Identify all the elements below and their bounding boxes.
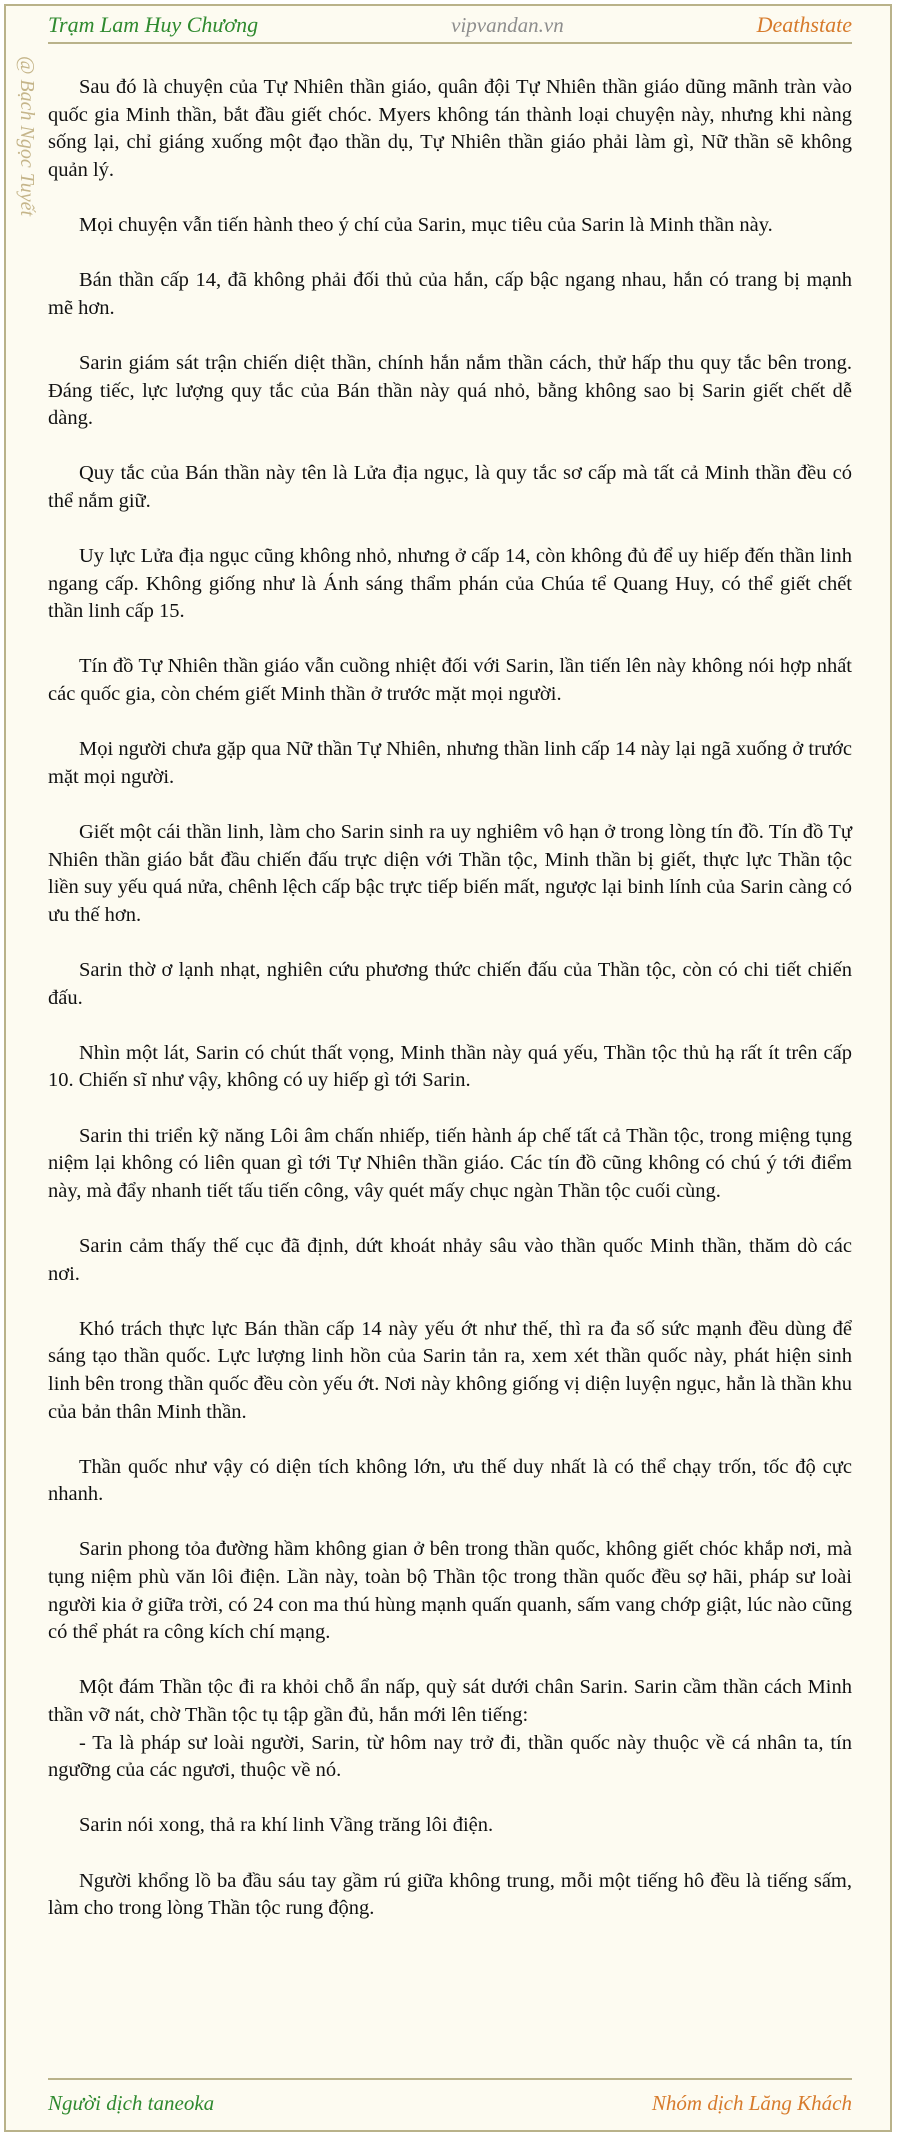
paragraph: Người khổng lồ ba đầu sáu tay gầm rú giữa không trung, mỗi một tiếng hô đều là tiếng sấm, làm cho trong lòng Thần tộc rung động.: [48, 1869, 852, 1920]
paragraph: Sarin cảm thấy thế cục đã định, dứt khoát nhảy sâu vào thần quốc Minh thần, thăm dò các nơi.: [48, 1234, 852, 1285]
header-divider: [48, 42, 852, 44]
watermark: @ Bạch Ngọc Tuyết: [16, 56, 38, 217]
paragraph: Quy tắc của Bán thần này tên là Lửa địa ngục, là quy tắc sơ cấp mà tất cả Minh thần đều có thể nắm giữ.: [48, 462, 852, 512]
paragraph: Mọi người chưa gặp qua Nữ thần Tự Nhiên, nhưng thần linh cấp 14 này lại ngã xuống ở trước mặt mọi người.: [48, 738, 852, 788]
page-header: [48, 8, 852, 42]
paragraph: Sau đó là chuyện của Tự Nhiên thần giáo, quân đội Tự Nhiên thần giáo dũng mãnh tràn vào quốc gia Minh thần, bắt đầu giết chóc. Myers không tán thành loại chuyện này, nhưng khi nàng sống lại, chỉ giáng xuống một đạo thần dụ, Tự Nhiên thần giáo phải làm gì, Nữ thần sẽ không quản lý.: [48, 76, 852, 181]
paragraph: Uy lực Lửa địa ngục cũng không nhỏ, nhưng ở cấp 14, còn không đủ để uy hiếp đến thần linh ngang cấp. Không giống như là Ánh sáng thẩm phán của Chúa tể Quang Huy, có thể giết chết thần linh cấp 15.: [48, 545, 852, 623]
dialogue-line: - Ta là pháp sư loài người, Sarin, từ hôm nay trở đi, thần quốc này thuộc về cá nhân ta, tín ngưỡng của các ngươi, thuộc về nó.: [48, 1731, 852, 1782]
group-credit: Nhóm dịch Lăng Khách: [651, 2090, 852, 2115]
paragraph: Sarin thờ ơ lạnh nhạt, nghiên cứu phương thức chiến đấu của Thần tộc, còn có chi tiết chiến đấu.: [48, 959, 852, 1009]
site-name: vipvandan.vn: [451, 12, 564, 37]
paragraph: Nhìn một lát, Sarin có chút thất vọng, Minh thần này quá yếu, Thần tộc thủ hạ rất ít trên cấp 10. Chiến sĩ như vậy, không có uy hiếp gì tới Sarin.: [48, 1041, 852, 1092]
paragraph: Sarin nói xong, thả ra khí linh Vầng trăng lôi điện.: [79, 1814, 494, 1837]
book-title: Trạm Lam Huy Chương: [48, 12, 259, 37]
paragraph: Sarin thi triển kỹ năng Lôi âm chấn nhiếp, tiến hành áp chế tất cả Thần tộc, trong miệng tụng niệm lại không có liên quan gì tới Tự Nhiên thần giáo. Các tín đồ cũng không có chú ý tới điểm này, mà đẩy nhanh tiết tấu tiến công, vây quét mấy chục ngàn Thần tộc cuối cùng.: [48, 1124, 852, 1202]
translator-credit: Người dịch taneoka: [48, 2090, 215, 2115]
paragraph: Mọi chuyện vẫn tiến hành theo ý chí của Sarin, mục tiêu của Sarin là Minh thần này.: [79, 213, 773, 236]
paragraph: Một đám Thần tộc đi ra khỏi chỗ ẩn nấp, quỳ sát dưới chân Sarin. Sarin cầm thần cách Minh thần vỡ nát, chờ Thần tộc tụ tập gần đủ, hắn mới lên tiếng:: [48, 1676, 852, 1727]
paragraph: Giết một cái thần linh, làm cho Sarin sinh ra uy nghiêm vô hạn ở trong lòng tín đồ. Tín đồ Tự Nhiên thần giáo bắt đầu chiến đấu trực diện với Thần tộc, Minh thần bị giết, thực lực Thần tộc liền suy yếu quá nửa, chênh lệch cấp bậc trực tiếp biến mất, ngược lại binh lính của Sarin càng có ưu thế hơn.: [48, 821, 852, 926]
paragraph: Thần quốc như vậy có diện tích không lớn, ưu thế duy nhất là có thể chạy trốn, tốc độ cực nhanh.: [48, 1455, 852, 1506]
author-name: Deathstate: [756, 12, 852, 37]
paragraph: Bán thần cấp 14, đã không phải đối thủ của hắn, cấp bậc ngang nhau, hắn có trang bị mạnh mẽ hơn.: [48, 269, 852, 319]
chapter-text: [48, 74, 852, 1950]
paragraph: Sarin phong tỏa đường hầm không gian ở bên trong thần quốc, không giết chóc khắp nơi, mà tụng niệm phù văn lôi điện. Lần này, toàn bộ Thần tộc trong thần quốc đều sợ hãi, pháp sư loài người kia ở giữa trời, có 24 con ma thú hùng mạnh quấn quanh, sấm vang chớp giật, lúc nào cũng có thể phát ra công kích chí mạng.: [48, 1538, 852, 1644]
footer-divider: [48, 2078, 852, 2080]
paragraph: Khó trách thực lực Bán thần cấp 14 này yếu ớt như thế, thì ra đa số sức mạnh đều dùng để sáng tạo thần quốc. Lực lượng linh hồn của Sarin tản ra, xem xét thần quốc này, phát hiện sinh linh bên trong thần quốc đều còn yếu ớt. Nơi này không giống vị diện luyện ngục, hẳn là thần khu của bản thân Minh thần.: [48, 1317, 852, 1423]
page-footer: [48, 2086, 852, 2120]
paragraph: Sarin giám sát trận chiến diệt thần, chính hắn nắm thần cách, thử hấp thu quy tắc bên trong. Đáng tiếc, lực lượng quy tắc của Bán thần này quá nhỏ, bằng không sao bị Sarin giết chết dễ dàng.: [48, 351, 852, 430]
paragraph: Tín đồ Tự Nhiên thần giáo vẫn cuồng nhiệt đối với Sarin, lần tiến lên này không nói hợp nhất các quốc gia, còn chém giết Minh thần ở trước mặt mọi người.: [48, 655, 852, 706]
